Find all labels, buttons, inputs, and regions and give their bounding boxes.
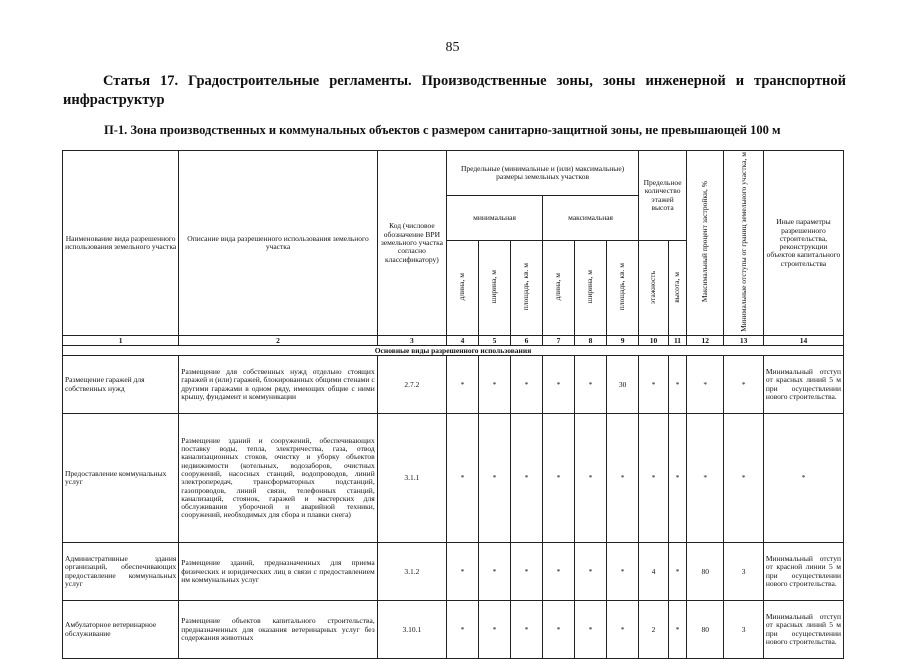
row-other-params: Минимальный отступ от красных линий 5 м при осуществлении нового строительства. [763, 601, 843, 659]
table-row [63, 543, 844, 601]
header-max-width: ширина, м [575, 241, 607, 336]
section-row [63, 346, 844, 356]
row-value: * [575, 356, 607, 414]
header-description: Описание вида разрешенного использования земельного участка [179, 151, 377, 336]
row-description: Размещение зданий и сооружений, обеспечивающих поставку воды, тепла, электричества, газа, отвод канализационных стоков, очистку и уборку объектов недвижимости (котельных, водозаборов, очистных сооружений, насосных станций, водопроводов, линий электропередач, трансформаторных подстанций, газопроводов, линий связи, телефонных станций, канализаций, стоянок, гаражей и мастерских для обслуживания уборочной и аварийной техники, сооружений, необходимых для сбора и плавки снега) [179, 414, 377, 543]
header-name: Наименование вида разрешенного использования земельного участка [63, 151, 179, 336]
column-number: 9 [607, 336, 639, 346]
header-setbacks: Минимальные отступы от границ земельного участка, м [724, 151, 763, 336]
row-value: * [575, 543, 607, 601]
row-other-params: * [763, 414, 843, 543]
row-other-params: Минимальный отступ от красной линии 5 м при осуществлении нового строительства. [763, 543, 843, 601]
header-height-limit: Предельное количество этажей высота [639, 151, 687, 241]
row-value: * [724, 356, 763, 414]
row-value: * [447, 356, 479, 414]
row-code: 3.1.2 [377, 543, 446, 601]
header-code: Код (числовое обозначение ВРИ земельного участка согласно классификатору) [377, 151, 446, 336]
column-number: 1 [63, 336, 179, 346]
row-value: * [479, 356, 511, 414]
header-maximum: максимальная [543, 196, 639, 241]
article-heading: Статья 17. Градостроительные регламенты. Производственные зоны, зоны инженерной и транспортной инфраструктур [63, 73, 846, 108]
row-value: * [479, 414, 511, 543]
row-value: * [543, 601, 575, 659]
row-value: * [511, 543, 543, 601]
table-row [63, 601, 844, 659]
row-value: * [447, 414, 479, 543]
row-value: * [479, 601, 511, 659]
column-number: 4 [447, 336, 479, 346]
row-name: Амбулаторное ветеринарное обслуживание [63, 601, 179, 659]
column-number: 14 [763, 336, 843, 346]
column-number: 13 [724, 336, 763, 346]
header-max-area: площадь, кв. м [607, 241, 639, 336]
column-number: 5 [479, 336, 511, 346]
header-minimum: минимальная [447, 196, 543, 241]
row-value: * [543, 414, 575, 543]
table-row [63, 414, 844, 543]
column-number: 8 [575, 336, 607, 346]
row-code: 3.10.1 [377, 601, 446, 659]
row-value: * [511, 414, 543, 543]
row-value: * [511, 601, 543, 659]
header-floors: этажность [639, 241, 669, 336]
column-number: 11 [668, 336, 686, 346]
row-value: * [668, 601, 686, 659]
row-value: 2 [639, 601, 669, 659]
header-min-width: ширина, м [479, 241, 511, 336]
header-min-area: площадь, кв. м [511, 241, 543, 336]
row-description: Размещение объектов капитального строительства, предназначенных для оказания ветеринарных услуг без содержания животных [179, 601, 377, 659]
header-build-percent: Максимальный процент застройки, % [687, 151, 724, 336]
regulations-table [62, 150, 844, 659]
row-value: * [575, 414, 607, 543]
header-other-params: Иные параметры разрешенного строительства, реконструкции объектов капитального строительства [763, 151, 843, 336]
row-value: * [575, 601, 607, 659]
row-value: * [543, 356, 575, 414]
row-value: * [543, 543, 575, 601]
row-value: * [668, 414, 686, 543]
row-value: * [607, 414, 639, 543]
row-value: * [687, 414, 724, 543]
column-number: 2 [179, 336, 377, 346]
row-value: * [639, 414, 669, 543]
row-value: 3 [724, 601, 763, 659]
row-code: 3.1.1 [377, 414, 446, 543]
row-value: * [607, 601, 639, 659]
row-name: Предоставление коммунальных услуг [63, 414, 179, 543]
row-name: Административные здания организаций, обеспечивающих предоставление коммунальных услуг [63, 543, 179, 601]
column-number: 6 [511, 336, 543, 346]
row-value: 80 [687, 601, 724, 659]
row-value: * [607, 543, 639, 601]
row-value: * [687, 356, 724, 414]
header-min-length: длина, м [447, 241, 479, 336]
row-value: 4 [639, 543, 669, 601]
row-value: * [724, 414, 763, 543]
row-value: * [511, 356, 543, 414]
header-size-limits: Предельные (минимальные и (или) максимальные) размеры земельных участков [447, 151, 639, 196]
column-number: 10 [639, 336, 669, 346]
row-value: * [668, 543, 686, 601]
row-code: 2.7.2 [377, 356, 446, 414]
row-value: * [639, 356, 669, 414]
column-number: 12 [687, 336, 724, 346]
row-other-params: Минимальный отступ от красных линий 5 м при осуществлении нового строительства. [763, 356, 843, 414]
page-number: 85 [445, 40, 460, 55]
row-value: * [447, 601, 479, 659]
row-value: * [668, 356, 686, 414]
section-title: Основные виды разрешенного использования [63, 346, 844, 356]
row-description: Размещение для собственных нужд отдельно стоящих гаражей и (или) гаражей, блокированных общими стенами с другими гаражами в одном ряду, имеющих общие с ними крышу, фундамент и коммуникации [179, 356, 377, 414]
row-value: * [479, 543, 511, 601]
row-value: 3 [724, 543, 763, 601]
column-number-row [63, 336, 844, 346]
row-description: Размещение зданий, предназначенных для приема физических и юридических лиц в связи с предоставлением им коммунальных услуг [179, 543, 377, 601]
row-value: * [447, 543, 479, 601]
row-value: 80 [687, 543, 724, 601]
row-name: Размещение гаражей для собственных нужд [63, 356, 179, 414]
header-max-length: длина, м [543, 241, 575, 336]
zone-subheading: П-1. Зона производственных и коммунальных объектов с размером санитарно-защитной зоны, не превышающей 100 м [104, 123, 781, 137]
column-number: 7 [543, 336, 575, 346]
table-row [63, 356, 844, 414]
row-value: 30 [607, 356, 639, 414]
header-height: высота, м [668, 241, 686, 336]
column-number: 3 [377, 336, 446, 346]
